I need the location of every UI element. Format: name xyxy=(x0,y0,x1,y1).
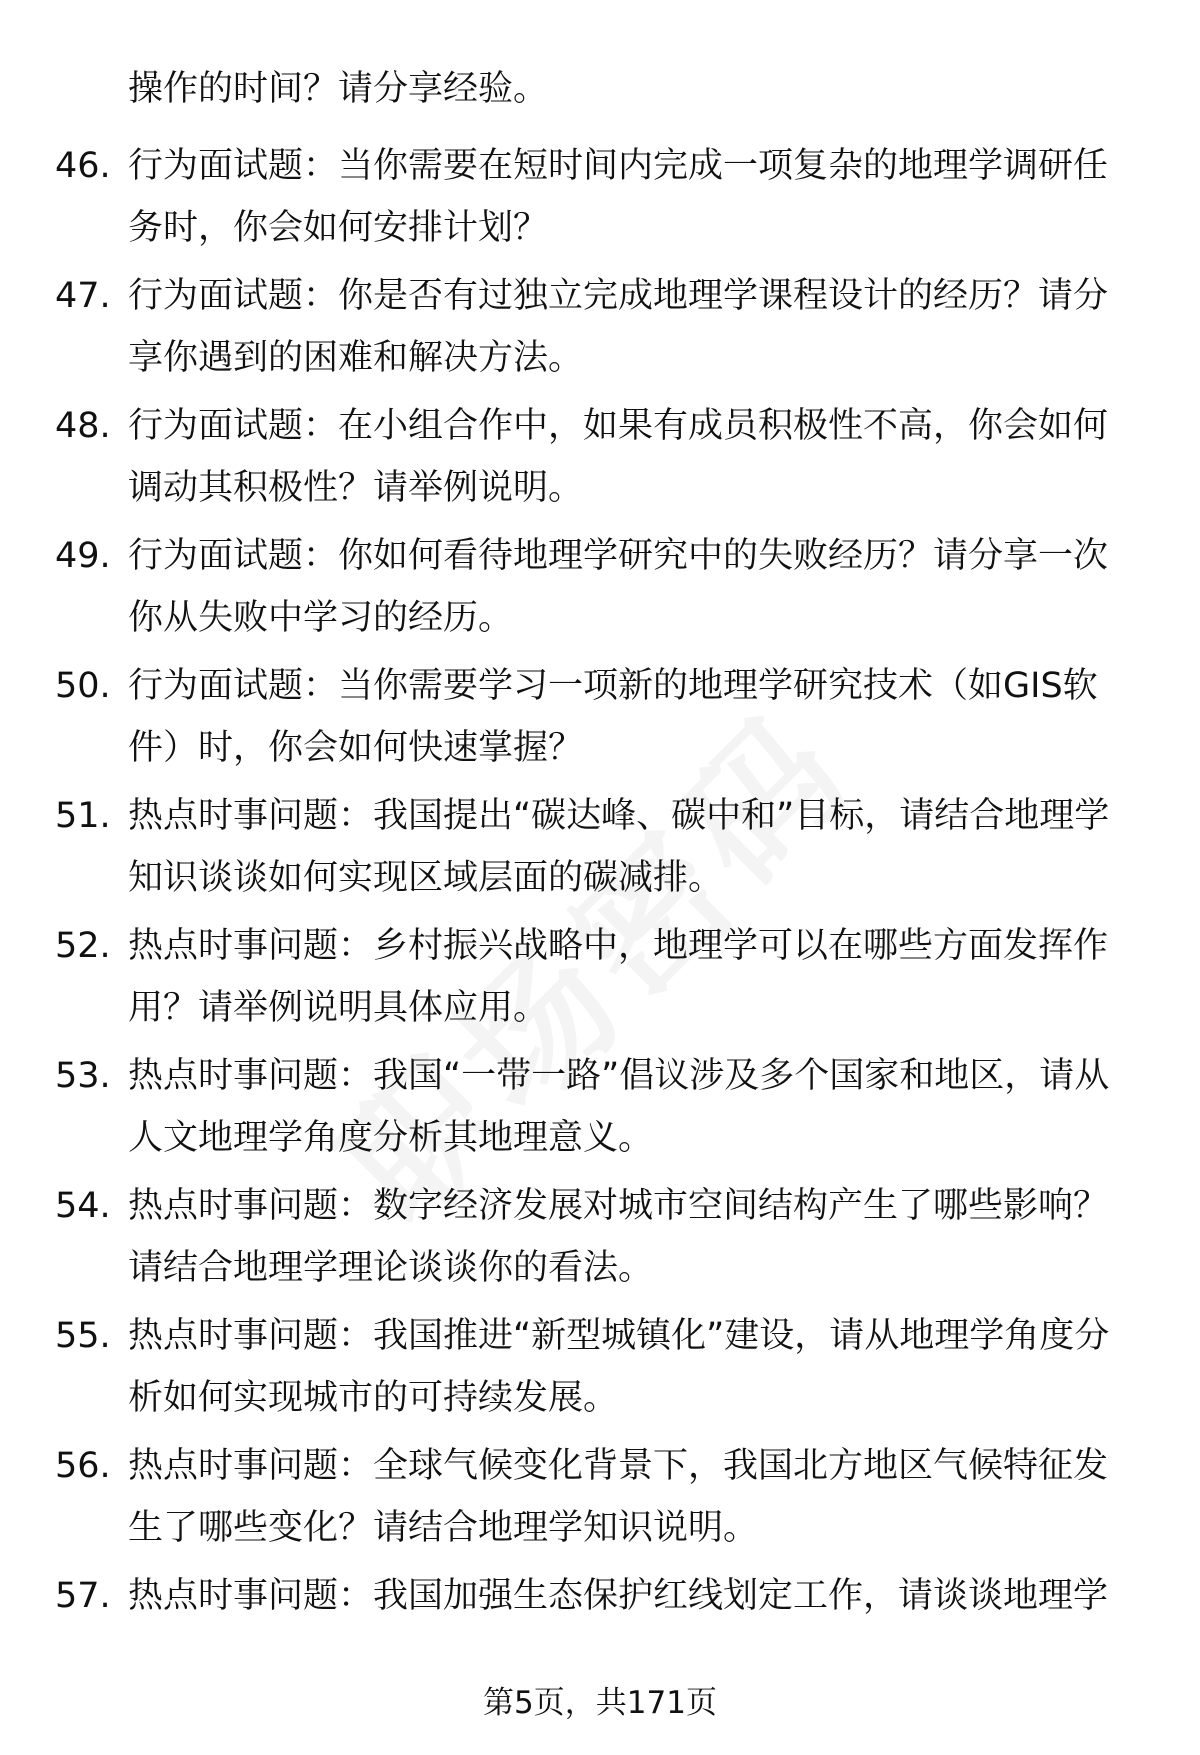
item-text: 热点时事问题：我国加强生态保护红线划定工作，请谈谈地理学 xyxy=(128,1576,1109,1616)
list-item xyxy=(55,265,1145,389)
list-item xyxy=(55,1435,1145,1559)
item-text: 行为面试题：在小组合作中，如果有成员积极性不高，你会如何调动其积极性？请举例说明。 xyxy=(128,406,1109,508)
item-text: 热点时事问题：乡村振兴战略中，地理学可以在哪些方面发挥作用？请举例说明具体应用。 xyxy=(128,926,1109,1028)
item-text: 行为面试题：你如何看待地理学研究中的失败经历？请分享一次你从失败中学习的经历。 xyxy=(128,536,1109,638)
item-number: 55. xyxy=(55,1316,111,1356)
item-text: 热点时事问题：数字经济发展对城市空间结构产生了哪些影响？请结合地理学理论谈谈你的看法。 xyxy=(128,1186,1109,1288)
list-item xyxy=(55,655,1145,779)
item-text: 热点时事问题：我国推进“新型城镇化”建设，请从地理学角度分析如何实现城市的可持续发展。 xyxy=(128,1316,1110,1418)
item-number: 57. xyxy=(55,1576,111,1616)
list-item xyxy=(55,785,1145,909)
item-number: 51. xyxy=(55,796,111,836)
item-number: 48. xyxy=(55,406,111,446)
item-text: 行为面试题：当你需要学习一项新的地理学研究技术（如GIS软件）时，你会如何快速掌握？ xyxy=(128,666,1098,768)
list-item xyxy=(55,135,1145,259)
list-item xyxy=(55,1045,1145,1169)
item-text: 热点时事问题：我国“一带一路”倡议涉及多个国家和地区，请从人文地理学角度分析其地理意义。 xyxy=(128,1056,1110,1158)
item-number: 53. xyxy=(55,1056,111,1096)
list-item xyxy=(55,1565,1145,1627)
list-item xyxy=(55,525,1145,649)
item-text: 热点时事问题：全球气候变化背景下，我国北方地区气候特征发生了哪些变化？请结合地理学知识说明。 xyxy=(128,1446,1109,1548)
item-number: 46. xyxy=(55,146,111,186)
page-footer: 第5页，共171页 xyxy=(483,1685,717,1721)
item-number: 54. xyxy=(55,1186,111,1226)
item-number: 52. xyxy=(55,926,111,966)
item-number: 50. xyxy=(55,666,111,706)
continued-text: 操作的时间？请分享经验。 xyxy=(128,69,549,109)
item-number: 49. xyxy=(55,536,111,576)
list-item xyxy=(55,915,1145,1039)
list-item xyxy=(55,1305,1145,1429)
item-number: 47. xyxy=(55,276,111,316)
item-text: 热点时事问题：我国提出“碳达峰、碳中和”目标，请结合地理学知识谈谈如何实现区域层面的碳减排。 xyxy=(128,796,1110,898)
item-text: 行为面试题：你是否有过独立完成地理学课程设计的经历？请分享你遇到的困难和解决方法。 xyxy=(128,276,1109,378)
item-number: 56. xyxy=(55,1446,111,1486)
item-text: 行为面试题：当你需要在短时间内完成一项复杂的地理学调研任务时，你会如何安排计划？ xyxy=(128,146,1109,248)
list-item xyxy=(55,1175,1145,1299)
list-item xyxy=(55,395,1145,519)
